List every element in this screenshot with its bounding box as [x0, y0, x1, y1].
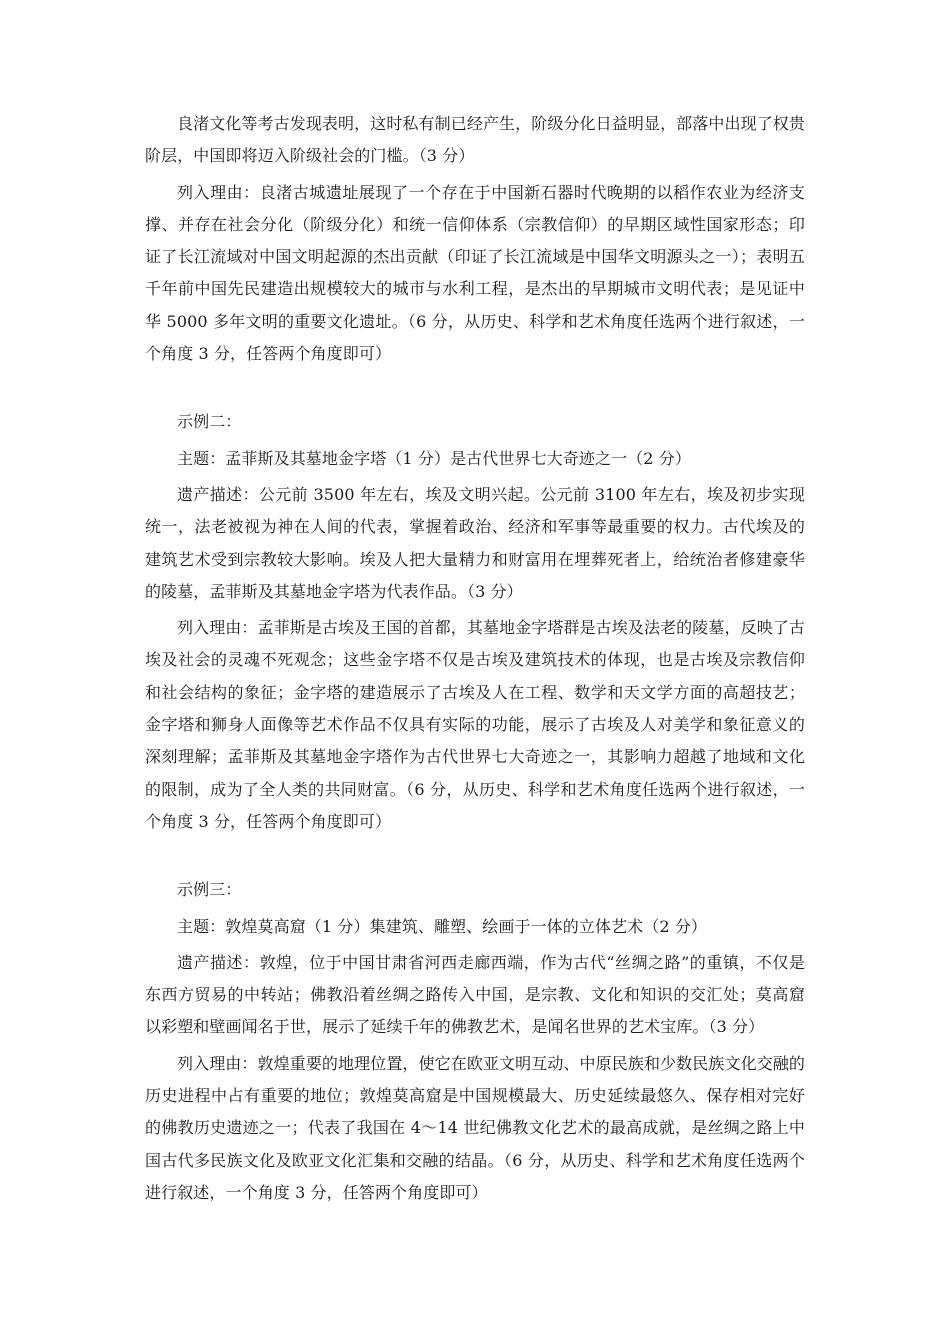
- example-two-heading: 示例二：: [177, 412, 242, 432]
- example-three-heading: 示例三：: [177, 880, 242, 900]
- example-three-section: [145, 874, 805, 1209]
- example-two-listing-reason: 列入理由：孟菲斯是古埃及王国的首都，其墓地金字塔群是古埃及法老的陵墓，反映了古埃及社会的灵魂不死观念；这些金字塔不仅是古埃及建筑技术的体现，也是古埃及宗教信仰和社会结构的象征；金字塔的建造展示了古埃及人在工程、数学和天文学方面的高超技艺；金字塔和狮身人面像等艺术作品不仅具有实际的功能，展示了古埃及人对美学和象征意义的深刻理解；孟菲斯及其墓地金字塔作为古代世界七大奇迹之一，其影响力超越了地域和文化的限制，成为了全人类的共同财富。（6 分，从历史、科学和艺术角度任选两个进行叙述，一个角度 3 分，任答两个角度即可）: [145, 618, 805, 831]
- example-two-theme: 主题：孟菲斯及其墓地金字塔（1 分）是古代世界七大奇迹之一（2 分）: [177, 448, 691, 468]
- example-two-section: [145, 406, 805, 838]
- intro-section: [145, 108, 805, 370]
- example-three-description: 遗产描述：敦煌，位于中国甘肃省河西走廊西端，作为古代“丝绸之路”的重镇，不仅是东西方贸易的中转站；佛教沿着丝绸之路传入中国，是宗教、文化和知识的交汇处；莫高窟以彩塑和壁画闻名于世，展示了延续千年的佛教艺术，是闻名世界的艺术宝库。（3 分）: [145, 952, 805, 1037]
- example-three-theme: 主题：敦煌莫高窟（1 分）集建筑、雕塑、绘画于一体的立体艺术（2 分）: [177, 916, 708, 936]
- example-three-listing-reason: 列入理由：敦煌重要的地理位置，使它在欧亚文明互动、中原民族和少数民族文化交融的历史进程中占有重要的地位；敦煌莫高窟是中国规模最大、历史延续最悠久、保存相对完好的佛教历史遗迹之一；代表了我国在 4～14 世纪佛教文化艺术的最高成就，是丝绸之路上中国古代多民族文化及欧亚文化汇集和交融的结晶。（6 分，从历史、科学和艺术角度任选两个进行叙述，一个角度 3 分，任答两个角度即可）: [145, 1053, 805, 1202]
- document-page: [145, 108, 805, 1209]
- example-two-description: 遗产描述：公元前 3500 年左右，埃及文明兴起。公元前 3100 年左右，埃及初步实现统一，法老被视为神在人间的代表，掌握着政治、经济和军事等最重要的权力。古代埃及的建筑艺术受到宗教较大影响。埃及人把大量精力和财富用在埋葬死者上，给统治者修建豪华的陵墓，孟菲斯及其墓地金字塔为代表作品。（3 分）: [145, 484, 805, 601]
- intro-paragraph: 良渚文化等考古发现表明，这时私有制已经产生，阶级分化日益明显，部落中出现了权贵阶层，中国即将迈入阶级社会的门槛。（3 分）: [145, 114, 805, 166]
- intro-listing-reason: 列入理由：良渚古城遗址展现了一个存在于中国新石器时代晚期的以稻作农业为经济支撑、并存在社会分化（阶级分化）和统一信仰体系（宗教信仰）的早期区域性国家形态；印证了长江流域对中国文明起源的杰出贡献（印证了长江流域是中国华文明源头之一）；表明五千年前中国先民建造出规模较大的城市与水利工程，是杰出的早期城市文明代表；是见证中华 5000 多年文明的重要文化遗址。（6 分，从历史、科学和艺术角度任选两个进行叙述，一个角度 3 分，任答两个角度即可）: [145, 182, 805, 364]
